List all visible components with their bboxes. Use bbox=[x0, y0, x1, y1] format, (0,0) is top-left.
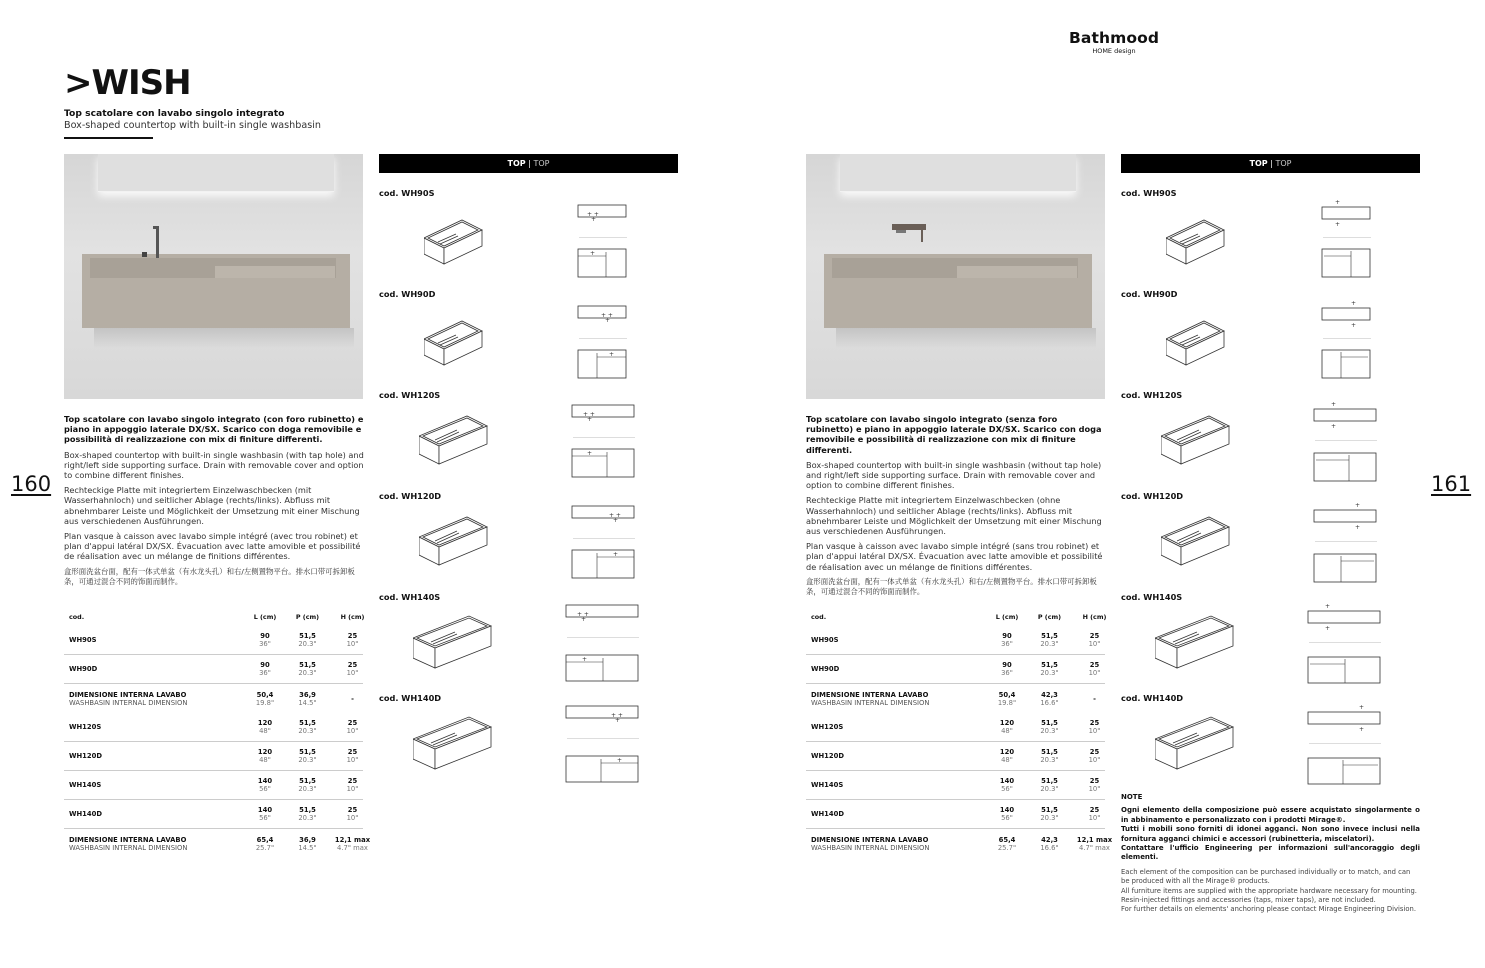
isometric-drawing bbox=[1155, 614, 1237, 674]
description-chinese: 盒形面洗盆台面，配有一体式单盆（有水龙头孔）和右/左侧置物平台。排水口带可拆卸板条，可通过混合不同的饰面而制作。 bbox=[64, 566, 355, 586]
svg-text:+: + bbox=[1355, 502, 1361, 509]
page-number-right: 161 bbox=[1431, 472, 1472, 496]
isometric-drawing bbox=[413, 614, 495, 674]
svg-text:+: + bbox=[615, 717, 621, 723]
row-code: DIMENSIONE INTERNA LAVABO bbox=[69, 690, 187, 699]
header-depth: P (cm) bbox=[1037, 613, 1062, 621]
cell-l: 65,4 bbox=[256, 835, 274, 844]
svg-text:+: + bbox=[609, 351, 615, 358]
cell-l-in: 56" bbox=[259, 814, 271, 822]
svg-text:+: + bbox=[590, 250, 596, 257]
model-wh140d bbox=[379, 693, 678, 793]
cell-p: 36,9 bbox=[299, 690, 316, 699]
table-row bbox=[64, 713, 363, 742]
cell-l-in: 36" bbox=[259, 640, 271, 648]
cell-h: 25 bbox=[347, 661, 358, 669]
cell-p: 51,5 bbox=[299, 632, 316, 640]
note-section bbox=[1121, 793, 1420, 915]
table-row bbox=[64, 771, 363, 800]
cell-l: 90 bbox=[260, 661, 270, 669]
cell-l: 120 bbox=[999, 719, 1015, 727]
cell-h: 12,1 max bbox=[334, 835, 371, 844]
svg-text:+: + bbox=[1351, 322, 1357, 329]
header-code: cod. bbox=[69, 613, 85, 621]
description-french: Plan vasque à caisson avec lavabo simple intégré (sans trou robinet) et plan d'appui latéral DX/SX. Évacuation avec latte amovible et possibilité de réalisation avec un mélange de finitions différentes. bbox=[806, 541, 1103, 572]
top-view-drawing bbox=[565, 755, 643, 787]
cell-l-in: 48" bbox=[259, 756, 271, 764]
cell-l: 65,4 bbox=[998, 835, 1016, 844]
cell-p-in: 20.3" bbox=[1040, 669, 1059, 677]
model-code: cod. WH90D bbox=[1121, 289, 1178, 299]
cell-h: 25 bbox=[1089, 806, 1100, 814]
front-view-drawing bbox=[565, 705, 643, 723]
svg-text:+: + bbox=[1331, 423, 1337, 430]
section-bar-top-right bbox=[1121, 154, 1420, 173]
deck-faucet bbox=[156, 226, 159, 258]
cell-p-in: 20.3" bbox=[1040, 756, 1059, 764]
cell-h-in: 10" bbox=[346, 814, 359, 822]
cell-l: 90 bbox=[1002, 632, 1012, 640]
model-wh90s bbox=[379, 188, 678, 288]
row-code: WH90S bbox=[69, 636, 97, 644]
svg-text:+: + bbox=[1335, 221, 1341, 228]
isometric-drawing bbox=[419, 414, 491, 470]
brand-name: Bathmood bbox=[1068, 29, 1160, 47]
top-view-drawing bbox=[1307, 656, 1385, 688]
note-label: NOTE bbox=[1121, 793, 1143, 801]
cell-p-in: 20.3" bbox=[298, 785, 317, 793]
front-view-drawing bbox=[1321, 198, 1373, 228]
cell-h: 25 bbox=[347, 806, 358, 814]
table-row bbox=[64, 800, 363, 829]
cell-p: 51,5 bbox=[1041, 806, 1058, 814]
svg-text:+ +: + + bbox=[587, 211, 599, 218]
cell-h-in: 10" bbox=[1088, 814, 1101, 822]
front-view-drawing bbox=[565, 604, 643, 622]
cell-p-in: 16.6" bbox=[1040, 698, 1059, 707]
subtitle-english: Box-shaped countertop with built-in single washbasin bbox=[64, 120, 321, 131]
top-view-drawing bbox=[571, 448, 637, 480]
description-german: Rechteckige Platte mit integriertem Einzelwaschbecken (ohne Wasserhahnloch) und seitlicher Ablage (rechts/links). Abfluss mit abnehmbarer Leiste und Möglichkeit der Umsetzung mit einer Mischung aus verschiedenen Ausführungen. bbox=[806, 495, 1102, 537]
top-view-drawing bbox=[1307, 757, 1385, 789]
subtitle-italian: Top scatolare con lavabo singolo integrato bbox=[64, 108, 285, 119]
note-english-2: All furniture items are supplied with the appropriate hardware necessary for mounting. bbox=[1121, 886, 1417, 895]
bar-label-thin: TOP bbox=[533, 159, 550, 168]
cell-l: 140 bbox=[257, 806, 273, 814]
cell-h-in: 10" bbox=[1088, 756, 1101, 764]
cell-p: 51,5 bbox=[1041, 661, 1058, 669]
title-divider bbox=[64, 137, 153, 139]
cell-h: 25 bbox=[347, 632, 358, 640]
top-view-drawing bbox=[571, 549, 637, 581]
model-code: cod. WH90S bbox=[1121, 188, 1177, 198]
front-view-drawing bbox=[577, 204, 629, 222]
isometric-drawing bbox=[1166, 317, 1230, 369]
model-wh90d bbox=[1121, 289, 1420, 389]
cell-l: 50,4 bbox=[256, 690, 274, 699]
svg-text:+: + bbox=[1355, 524, 1361, 531]
spec-table-right bbox=[806, 608, 1113, 858]
row-subcode: WASHBASIN INTERNAL DIMENSION bbox=[69, 843, 188, 852]
cell-h: 25 bbox=[1089, 661, 1100, 669]
top-view-drawing bbox=[1313, 553, 1379, 585]
model-wh120s bbox=[379, 390, 678, 490]
svg-text:+: + bbox=[1359, 704, 1365, 711]
svg-text:+ +: + + bbox=[577, 611, 589, 618]
header-code: cod. bbox=[811, 613, 827, 621]
svg-text:+: + bbox=[1351, 300, 1357, 307]
cell-p: 36,9 bbox=[299, 835, 316, 844]
brand-logo bbox=[1059, 30, 1169, 55]
header-height: H (cm) bbox=[340, 613, 365, 621]
cell-p: 51,5 bbox=[1041, 748, 1058, 756]
cell-h: - bbox=[351, 694, 354, 703]
note-italian-3: Contattare l'ufficio Engineering per informazioni sull'ancoraggio degli elementi. bbox=[1121, 844, 1420, 862]
isometric-drawing bbox=[1166, 216, 1230, 268]
cell-h: 25 bbox=[1089, 632, 1100, 640]
model-code: cod. WH140D bbox=[379, 693, 442, 703]
cell-h-in: 10" bbox=[1088, 669, 1101, 677]
product-header bbox=[64, 63, 321, 139]
isometric-drawing bbox=[424, 317, 488, 369]
table-row bbox=[64, 626, 363, 655]
cell-l: 140 bbox=[257, 777, 273, 785]
cell-p: 51,5 bbox=[299, 748, 316, 756]
model-wh140s bbox=[1121, 592, 1420, 692]
model-code: cod. WH140S bbox=[379, 592, 441, 602]
cell-p-in: 14.5" bbox=[298, 843, 317, 852]
cell-h: - bbox=[1093, 694, 1096, 703]
cell-h: 25 bbox=[347, 719, 358, 727]
svg-text:+: + bbox=[1331, 401, 1337, 408]
row-code: WH120S bbox=[69, 723, 102, 731]
svg-text:+: + bbox=[582, 656, 588, 663]
cell-l-in: 48" bbox=[259, 727, 271, 735]
svg-text:+: + bbox=[1325, 603, 1331, 610]
table-row bbox=[806, 626, 1105, 655]
model-wh90d bbox=[379, 289, 678, 389]
description-german: Rechteckige Platte mit integriertem Einzelwaschbecken (mit Wasserhahnloch) und seitlicher Ablage (rechts/links). Abfluss mit abnehmbarer Leiste und Möglichkeit der Umsetzung mit einer Mischung aus verschiedenen Ausführungen. bbox=[64, 485, 360, 526]
bar-label-bold: TOP bbox=[1249, 159, 1268, 168]
bar-label-bold: TOP bbox=[507, 159, 526, 168]
row-code: WH140D bbox=[69, 810, 103, 818]
cell-l-in: 48" bbox=[1001, 756, 1013, 764]
isometric-drawing bbox=[1155, 715, 1237, 775]
row-code: WH120S bbox=[811, 723, 844, 731]
header-depth: P (cm) bbox=[295, 613, 320, 621]
model-code: cod. WH140S bbox=[1121, 592, 1183, 602]
bar-label-thin: TOP bbox=[1275, 159, 1292, 168]
cell-p-in: 20.3" bbox=[1040, 814, 1059, 822]
model-code: cod. WH90D bbox=[379, 289, 436, 299]
front-view-drawing bbox=[577, 305, 629, 323]
cell-h: 25 bbox=[1089, 777, 1100, 785]
isometric-drawing bbox=[1161, 414, 1233, 470]
cell-l-in: 25.7" bbox=[255, 843, 275, 852]
note-english-3: Resin-injected fittings and accessories (taps, mixer taps), are not included. bbox=[1121, 896, 1376, 905]
cell-l-in: 56" bbox=[1001, 814, 1013, 822]
model-code: cod. WH140D bbox=[1121, 693, 1184, 703]
cell-p-in: 20.3" bbox=[1040, 640, 1059, 648]
row-code: WH120D bbox=[811, 752, 845, 760]
cell-l-in: 19.8" bbox=[255, 698, 275, 707]
cell-p: 51,5 bbox=[1041, 777, 1058, 785]
cell-l-in: 36" bbox=[1001, 640, 1013, 648]
svg-text:+: + bbox=[581, 616, 587, 622]
row-code: WH120D bbox=[69, 752, 103, 760]
table-row bbox=[806, 742, 1105, 771]
table-header bbox=[64, 608, 363, 626]
model-code: cod. WH120S bbox=[379, 390, 441, 400]
product-photo-with-tap bbox=[64, 154, 363, 399]
svg-text:+: + bbox=[1359, 726, 1365, 733]
front-view-drawing bbox=[571, 404, 637, 422]
svg-text:+: + bbox=[617, 757, 623, 764]
cell-l-in: 56" bbox=[259, 785, 271, 793]
model-code: cod. WH120S bbox=[1121, 390, 1183, 400]
cell-p-in: 20.3" bbox=[298, 814, 317, 822]
svg-text:+: + bbox=[605, 317, 611, 323]
cell-h: 25 bbox=[347, 748, 358, 756]
row-subcode: WASHBASIN INTERNAL DIMENSION bbox=[69, 698, 188, 707]
cell-p: 51,5 bbox=[299, 806, 316, 814]
front-view-drawing bbox=[1313, 400, 1379, 430]
description-left bbox=[64, 414, 364, 592]
row-code: DIMENSIONE INTERNA LAVABO bbox=[69, 835, 187, 844]
cell-l: 140 bbox=[999, 806, 1015, 814]
cell-h-in: 10" bbox=[346, 785, 359, 793]
cell-p-in: 20.3" bbox=[298, 669, 317, 677]
cell-l-in: 48" bbox=[1001, 727, 1013, 735]
row-code: DIMENSIONE INTERNA LAVABO bbox=[811, 835, 929, 844]
header-height: H (cm) bbox=[1082, 613, 1107, 621]
page-title: >WISH bbox=[64, 63, 191, 103]
mirror bbox=[98, 154, 334, 192]
description-italian: Top scatolare con lavabo singolo integrato (con foro rubinetto) e piano in appoggio laterale DX/SX. Scarico con doga removibile e possibilità di realizzazione con mix di finiture differenti. bbox=[64, 414, 364, 445]
row-code: WH90D bbox=[69, 665, 98, 673]
cell-h-in: 10" bbox=[346, 669, 359, 677]
row-subcode: WASHBASIN INTERNAL DIMENSION bbox=[811, 843, 930, 852]
cell-p: 51,5 bbox=[299, 777, 316, 785]
description-italian: Top scatolare con lavabo singolo integrato (senza foro rubinetto) e piano in appoggio laterale DX/SX. Scarico con doga removibile e possibilità di realizzazione con mix di finiture differenti. bbox=[806, 414, 1102, 455]
svg-text:+: + bbox=[587, 450, 593, 457]
svg-text:+: + bbox=[613, 551, 619, 558]
section-bar-top-left bbox=[379, 154, 678, 173]
row-code: WH140S bbox=[811, 781, 844, 789]
svg-text:+: + bbox=[591, 216, 597, 222]
cell-p-in: 20.3" bbox=[298, 640, 317, 648]
header-length: L (cm) bbox=[995, 613, 1019, 621]
description-chinese: 盒形面洗盆台面，配有一体式单盆（有水龙头孔）和右/左侧置物平台。排水口带可拆卸板条，可通过混合不同的饰面而制作。 bbox=[806, 576, 1097, 597]
isometric-drawing bbox=[1161, 515, 1233, 571]
model-code: cod. WH120D bbox=[1121, 491, 1184, 501]
row-code: WH140D bbox=[811, 810, 845, 818]
description-english: Box-shaped countertop with built-in single washbasin (without tap hole) and right/left side supporting surface. Drain with removable cover and option to combine different finishes. bbox=[806, 459, 1102, 491]
model-wh140d bbox=[1121, 693, 1420, 793]
front-view-drawing bbox=[1321, 299, 1373, 329]
top-view-drawing bbox=[565, 654, 643, 686]
table-row bbox=[806, 771, 1105, 800]
cell-l-in: 56" bbox=[1001, 785, 1013, 793]
model-code: cod. WH120D bbox=[379, 491, 442, 501]
row-code: WH90S bbox=[811, 636, 839, 644]
table-row bbox=[64, 742, 363, 771]
brand-tagline: HOME design bbox=[1092, 47, 1136, 55]
cell-l: 120 bbox=[257, 719, 273, 727]
note-english-1: Each element of the composition can be purchased individually or to match, and can be produced with all the Mirage® products. bbox=[1121, 867, 1411, 886]
cell-p-in: 16.6" bbox=[1040, 843, 1059, 852]
table-row bbox=[64, 684, 363, 713]
model-wh120d bbox=[379, 491, 678, 591]
cell-h-in: 10" bbox=[1088, 785, 1101, 793]
cell-h-in: 10" bbox=[346, 640, 359, 648]
cell-l-in: 25.7" bbox=[997, 843, 1017, 852]
cell-h: 12,1 max bbox=[1076, 835, 1113, 844]
cell-p-in: 14.5" bbox=[298, 698, 317, 707]
bar-separator: | bbox=[1267, 159, 1276, 168]
cell-h: 25 bbox=[347, 777, 358, 785]
row-code: DIMENSIONE INTERNA LAVABO bbox=[811, 690, 929, 699]
description-english: Box-shaped countertop with built-in single washbasin (with tap hole) and right/left side supporting surface. Drain with removable cover and option to combine different finishes. bbox=[64, 449, 364, 481]
mirror bbox=[840, 154, 1076, 192]
description-right bbox=[806, 414, 1106, 602]
cell-h-in: 10" bbox=[1088, 727, 1101, 735]
svg-text:+: + bbox=[587, 416, 593, 422]
model-code: cod. WH90S bbox=[379, 188, 435, 198]
svg-text:+ +: + + bbox=[583, 411, 595, 418]
note-english bbox=[1121, 868, 1420, 915]
row-code: WH140S bbox=[69, 781, 102, 789]
model-wh120s bbox=[1121, 390, 1420, 490]
cell-p: 51,5 bbox=[299, 661, 316, 669]
svg-text:+ +: + + bbox=[609, 512, 621, 519]
row-subcode: WASHBASIN INTERNAL DIMENSION bbox=[811, 698, 930, 707]
table-row bbox=[806, 829, 1113, 858]
table-header bbox=[806, 608, 1105, 626]
svg-text:+: + bbox=[1335, 199, 1341, 206]
cell-h-in: 10" bbox=[346, 756, 359, 764]
row-code: WH90D bbox=[811, 665, 840, 673]
cell-p-in: 20.3" bbox=[1040, 785, 1059, 793]
cell-l: 120 bbox=[257, 748, 273, 756]
page-number-left: 160 bbox=[11, 472, 52, 496]
note-italian-1: Ogni elemento della composizione può essere acquistato singolarmente o in abbinamento e personalizzato con i prodotti Mirage®. bbox=[1121, 806, 1420, 824]
cell-l: 90 bbox=[1002, 661, 1012, 669]
cell-p: 51,5 bbox=[299, 719, 316, 727]
table-row bbox=[806, 713, 1105, 742]
isometric-drawing bbox=[419, 515, 491, 571]
top-view-drawing bbox=[577, 349, 629, 381]
cell-p: 42,3 bbox=[1041, 835, 1058, 844]
cell-h-in: 4.7" max bbox=[1079, 843, 1110, 852]
bar-separator: | bbox=[525, 159, 534, 168]
cell-h-in: 10" bbox=[1088, 640, 1101, 648]
svg-text:+ +: + + bbox=[601, 312, 613, 319]
cell-l: 90 bbox=[260, 632, 270, 640]
cell-l: 120 bbox=[999, 748, 1015, 756]
cell-p-in: 20.3" bbox=[298, 727, 317, 735]
front-view-drawing bbox=[571, 505, 637, 523]
front-view-drawing bbox=[1307, 602, 1385, 632]
cell-p-in: 20.3" bbox=[298, 756, 317, 764]
cell-l: 50,4 bbox=[998, 690, 1016, 699]
product-photo-without-tap bbox=[806, 154, 1105, 399]
cell-l-in: 36" bbox=[1001, 669, 1013, 677]
cell-p-in: 20.3" bbox=[1040, 727, 1059, 735]
cell-p: 51,5 bbox=[1041, 632, 1058, 640]
svg-text:+ +: + + bbox=[611, 712, 623, 719]
svg-text:+: + bbox=[613, 517, 619, 523]
cell-l-in: 36" bbox=[259, 669, 271, 677]
description-french: Plan vasque à caisson avec lavabo simple intégré (avec trou robinet) et plan d'appui latéral DX/SX. Évacuation avec latte amovible et possibilité de réalisation avec un mélange de finitions différentes. bbox=[64, 531, 361, 562]
model-wh120d bbox=[1121, 491, 1420, 591]
front-view-drawing bbox=[1313, 501, 1379, 531]
table-row bbox=[806, 800, 1105, 829]
spec-table-left bbox=[64, 608, 371, 858]
top-view-drawing bbox=[1313, 452, 1379, 484]
isometric-drawing bbox=[413, 715, 495, 775]
note-italian-2: Tutti i mobili sono forniti di idonei agganci. Non sono invece inclusi nella fornitura agganci chimici e accessori (rubinetteria, miscelatori). bbox=[1121, 825, 1420, 843]
table-row bbox=[64, 655, 363, 684]
table-row bbox=[806, 684, 1105, 713]
cell-l: 140 bbox=[999, 777, 1015, 785]
header-length: L (cm) bbox=[253, 613, 277, 621]
svg-text:+: + bbox=[1325, 625, 1331, 632]
top-view-drawing bbox=[1321, 349, 1373, 381]
cell-h-in: 4.7" max bbox=[337, 843, 368, 852]
cell-p: 42,3 bbox=[1041, 690, 1058, 699]
model-wh140s bbox=[379, 592, 678, 692]
note-english-4: For further details on elements' anchoring please contact Mirage Engineering Division. bbox=[1121, 905, 1416, 914]
table-row bbox=[64, 829, 371, 858]
model-wh90s bbox=[1121, 188, 1420, 288]
isometric-drawing bbox=[424, 216, 488, 268]
table-row bbox=[806, 655, 1105, 684]
cell-h: 25 bbox=[1089, 719, 1100, 727]
cell-p: 51,5 bbox=[1041, 719, 1058, 727]
cell-h: 25 bbox=[1089, 748, 1100, 756]
top-view-drawing bbox=[1321, 248, 1373, 280]
top-view-drawing bbox=[577, 248, 629, 280]
cell-l-in: 19.8" bbox=[997, 698, 1017, 707]
cell-h-in: 10" bbox=[346, 727, 359, 735]
front-view-drawing bbox=[1307, 703, 1385, 733]
